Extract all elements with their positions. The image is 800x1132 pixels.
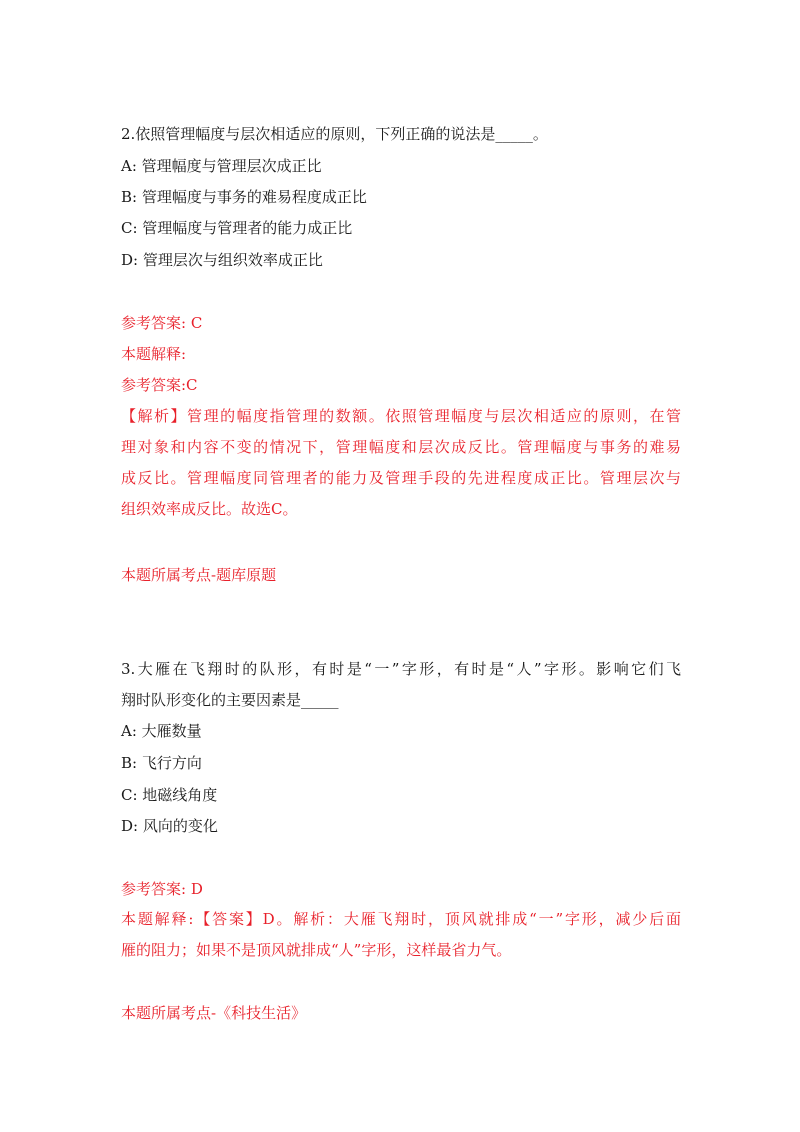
stem-line: 翔时队形变化的主要因素是_____ bbox=[121, 691, 339, 709]
analysis-line: 【解析】管理的幅度指管理的数额。依照管理幅度与层次相适应的原则，在管 bbox=[121, 407, 681, 425]
question-2-source: 本题所属考点-题库原题 bbox=[121, 566, 277, 584]
question-2-answer: 参考答案: C bbox=[121, 314, 203, 332]
stem-line: 3.大雁在飞翔时的队形，有时是“一”字形，有时是“人”字形。影响它们飞 bbox=[121, 660, 681, 678]
question-3-answer: 参考答案: D bbox=[121, 880, 203, 898]
question-3-option-b: B: 飞行方向 bbox=[121, 754, 202, 772]
question-3-option-c: C: 地磁线角度 bbox=[121, 786, 218, 804]
analysis-line: 理对象和内容不变的情况下，管理幅度和层次成反比。管理幅度与事务的难易 bbox=[121, 438, 681, 456]
question-2-option-d: D: 管理层次与组织效率成正比 bbox=[121, 251, 323, 269]
question-2-stem: 2.依照管理幅度与层次相适应的原则，下列正确的说法是_____。 bbox=[121, 125, 548, 143]
question-2-option-a: A: 管理幅度与管理层次成正比 bbox=[121, 157, 322, 175]
question-3-option-a: A: 大雁数量 bbox=[121, 722, 202, 740]
question-3-explanation bbox=[121, 904, 681, 966]
question-2-explain-label: 本题解释: bbox=[121, 345, 187, 363]
explain-line: 本题解释:【答案】D。解析：大雁飞翔时，顶风就排成“一”字形，减少后面 bbox=[121, 910, 681, 928]
analysis-line: 组织效率成反比。故选C。 bbox=[121, 500, 298, 518]
question-2-analysis bbox=[121, 401, 681, 525]
question-2-answer-repeat: 参考答案:C bbox=[121, 376, 198, 394]
question-2-option-b: B: 管理幅度与事务的难易程度成正比 bbox=[121, 188, 367, 206]
explain-line: 雁的阻力；如果不是顶风就排成“人”字形，这样最省力气。 bbox=[121, 941, 512, 959]
question-3-option-d: D: 风向的变化 bbox=[121, 817, 218, 835]
question-2-option-c: C: 管理幅度与管理者的能力成正比 bbox=[121, 219, 353, 237]
analysis-line: 成反比。管理幅度同管理者的能力及管理手段的先进程度成正比。管理层次与 bbox=[121, 469, 681, 487]
question-3-stem bbox=[121, 654, 681, 716]
question-3-source: 本题所属考点-《科技生活》 bbox=[121, 1004, 307, 1022]
